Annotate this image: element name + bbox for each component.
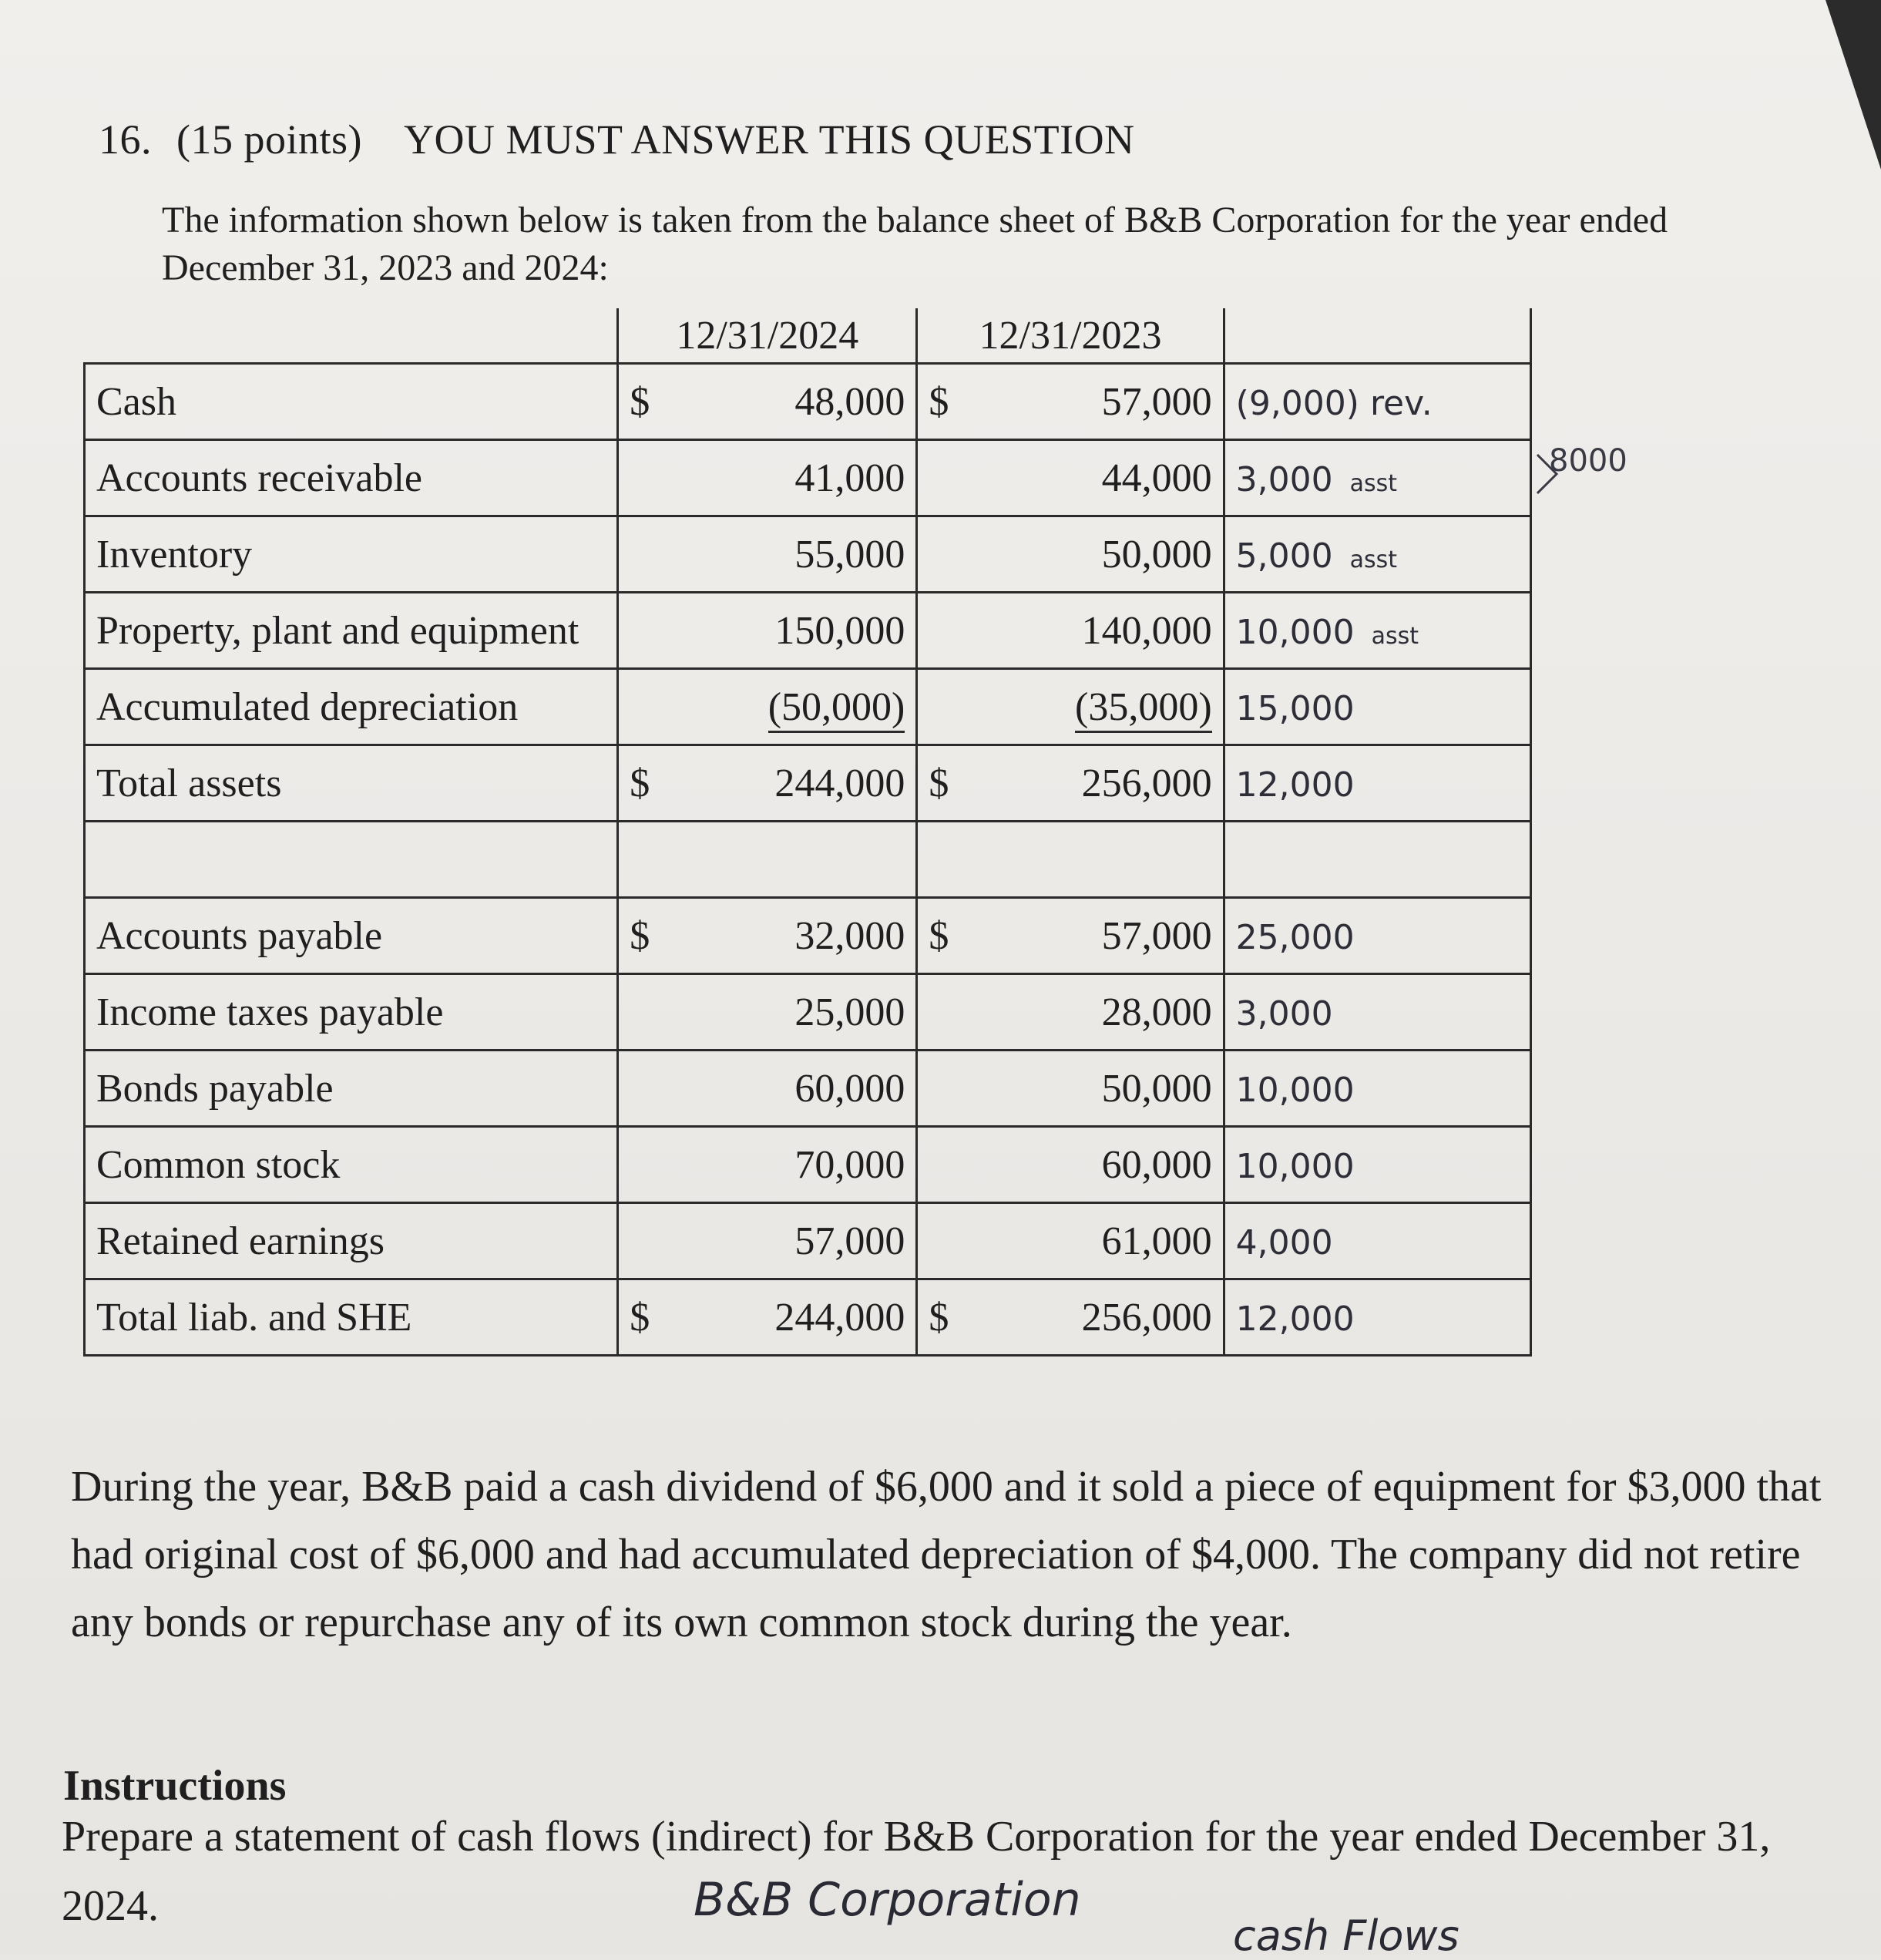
row-label: Cash bbox=[85, 364, 618, 440]
handwritten-change: 3,000 bbox=[1235, 459, 1333, 499]
header-2024: 12/31/2024 bbox=[618, 308, 917, 364]
handwritten-change: 10,000 bbox=[1235, 1070, 1355, 1110]
instructions-text: Prepare a statement of cash flows (indirect) for B&B Corporation for the year ended December 31, 2024. bbox=[62, 1813, 1771, 1930]
balance-sheet-table bbox=[83, 308, 1532, 1357]
question-points: (15 points) bbox=[176, 116, 362, 163]
table-row bbox=[85, 974, 1531, 1051]
row-label: Total liab. and SHE bbox=[85, 1279, 618, 1356]
table-row bbox=[85, 593, 1531, 669]
value-2024: 244,000 bbox=[774, 761, 905, 805]
table-row bbox=[85, 364, 1531, 440]
header-notes bbox=[1224, 308, 1530, 364]
dollar-sign: $ bbox=[929, 1295, 949, 1340]
question-instruction: YOU MUST ANSWER THIS QUESTION bbox=[404, 116, 1135, 163]
value-2023: 44,000 bbox=[1101, 456, 1212, 500]
handwritten-change: 25,000 bbox=[1235, 917, 1355, 957]
table-row bbox=[85, 1051, 1531, 1127]
dollar-sign: $ bbox=[630, 913, 650, 958]
value-2024: 41,000 bbox=[794, 456, 905, 500]
value-2023: 57,000 bbox=[1101, 379, 1212, 424]
problem-paragraph: During the year, B&B paid a cash dividend of $6,000 and it sold a piece of equipment for $3,000 that had original cost of $6,000 and had accumulated depreciation of $4,000. The company did not retire any bonds or repurchase any of its own common stock during the year. bbox=[71, 1463, 1822, 1646]
value-2023: 50,000 bbox=[1101, 1066, 1212, 1111]
dollar-sign: $ bbox=[630, 761, 650, 805]
row-label: Bonds payable bbox=[85, 1051, 618, 1127]
value-2024: (50,000) bbox=[768, 685, 905, 733]
table-row bbox=[85, 898, 1531, 974]
value-2023: 50,000 bbox=[1101, 532, 1212, 577]
dollar-sign: $ bbox=[929, 913, 949, 958]
row-label: Retained earnings bbox=[85, 1203, 618, 1279]
dollar-sign: $ bbox=[929, 761, 949, 805]
table-row bbox=[85, 669, 1531, 745]
value-2024: 150,000 bbox=[774, 608, 905, 653]
value-2024: 55,000 bbox=[794, 532, 905, 577]
table-row bbox=[85, 440, 1531, 516]
handwritten-change: 10,000 bbox=[1235, 1146, 1355, 1186]
value-2023: 256,000 bbox=[1081, 761, 1212, 805]
value-2024: 57,000 bbox=[794, 1219, 905, 1263]
table-row bbox=[85, 516, 1531, 593]
value-2024: 25,000 bbox=[794, 990, 905, 1034]
handwritten-company: B&B Corporation bbox=[694, 1873, 1081, 1927]
value-2024: 32,000 bbox=[794, 913, 905, 958]
value-2023: 60,000 bbox=[1101, 1142, 1212, 1187]
row-label: Common stock bbox=[85, 1127, 618, 1203]
value-2023: 57,000 bbox=[1101, 913, 1212, 958]
handwritten-change: (9,000) rev. bbox=[1235, 383, 1433, 423]
handwritten-change: 3,000 bbox=[1235, 993, 1333, 1034]
intro-text: The information shown below is taken from the balance sheet of B&B Corporation for the year ended December 31, 2023 and 2024: bbox=[162, 200, 1668, 288]
spacer-row bbox=[85, 822, 1531, 898]
handwritten-change: 4,000 bbox=[1235, 1222, 1333, 1262]
header-blank bbox=[85, 308, 618, 364]
value-2023: 256,000 bbox=[1081, 1295, 1212, 1340]
header-2023: 12/31/2023 bbox=[917, 308, 1224, 364]
value-2023: 28,000 bbox=[1101, 990, 1212, 1034]
table-row bbox=[85, 1127, 1531, 1203]
handwritten-tag: asst bbox=[1349, 546, 1398, 573]
question-number: 16. bbox=[99, 116, 152, 163]
table-row bbox=[85, 1279, 1531, 1356]
row-label: Accounts receivable bbox=[85, 440, 618, 516]
table-row bbox=[85, 1203, 1531, 1279]
row-label: Income taxes payable bbox=[85, 974, 618, 1051]
handwritten-change: 15,000 bbox=[1235, 688, 1355, 728]
handwritten-change: 12,000 bbox=[1235, 1299, 1355, 1339]
table-header-row bbox=[85, 308, 1531, 364]
handwritten-cash-flows: cash Flows bbox=[1233, 1911, 1459, 1960]
row-label: Inventory bbox=[85, 516, 618, 593]
handwritten-side-note: 8000 bbox=[1549, 443, 1627, 479]
dollar-sign: $ bbox=[630, 379, 650, 424]
value-2024: 244,000 bbox=[774, 1295, 905, 1340]
value-2024: 70,000 bbox=[794, 1142, 905, 1187]
handwritten-change: 5,000 bbox=[1235, 536, 1333, 576]
background-corner bbox=[1789, 0, 1881, 170]
table-row bbox=[85, 745, 1531, 822]
value-2023: 61,000 bbox=[1101, 1219, 1212, 1263]
handwritten-change: 10,000 bbox=[1235, 612, 1355, 652]
instructions-title: Instructions bbox=[63, 1762, 287, 1810]
row-label: Property, plant and equipment bbox=[85, 593, 618, 669]
row-label: Accounts payable bbox=[85, 898, 618, 974]
question-heading bbox=[99, 116, 1135, 163]
row-label: Accumulated depreciation bbox=[85, 669, 618, 745]
value-2023: 140,000 bbox=[1081, 608, 1212, 653]
value-2024: 48,000 bbox=[794, 379, 905, 424]
value-2023: (35,000) bbox=[1075, 685, 1212, 733]
value-2024: 60,000 bbox=[794, 1066, 905, 1111]
dollar-sign: $ bbox=[929, 379, 949, 424]
handwritten-tag: asst bbox=[1371, 622, 1419, 650]
row-label: Total assets bbox=[85, 745, 618, 822]
handwritten-change: 12,000 bbox=[1235, 765, 1355, 805]
handwritten-tag: asst bbox=[1349, 469, 1398, 497]
dollar-sign: $ bbox=[630, 1295, 650, 1340]
